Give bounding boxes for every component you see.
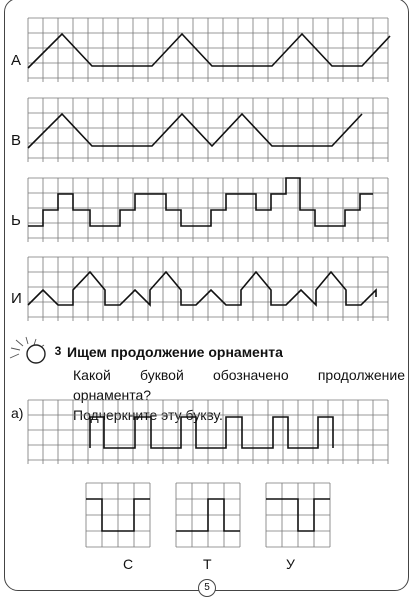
part-a-label: а): [11, 405, 24, 421]
task-title: Ищем продолжение орнамента: [67, 344, 283, 360]
ornament-grid-i: [28, 257, 404, 325]
ornament-grid-b: [28, 98, 404, 166]
ornament-line-soft-sign: [28, 178, 373, 226]
ornament-grid-soft-sign: [28, 178, 404, 246]
row-label-a: А: [11, 52, 22, 69]
task-instruction-line-1: Какой буквой обозначено продолжение орнамента?: [73, 367, 405, 403]
task-instruction-line-2: Подчеркните эту букву.: [73, 407, 223, 423]
row-label-v: В: [11, 132, 22, 149]
option-label-s[interactable]: С: [123, 556, 134, 572]
option-box-s[interactable]: [86, 483, 150, 547]
ornament-grid-part-a: [28, 400, 404, 468]
task-number-badge: [6, 336, 50, 366]
option-label-u[interactable]: У: [286, 556, 295, 572]
ornament-line-part-a: [90, 417, 333, 448]
page-number: 5: [198, 579, 216, 597]
option-box-t[interactable]: [176, 483, 240, 547]
option-box-u[interactable]: [266, 483, 330, 547]
option-label-t[interactable]: Т: [203, 556, 212, 572]
task-number: 3: [54, 344, 62, 358]
row-label-i: И: [11, 290, 22, 307]
row-label-soft-sign: Ь: [11, 212, 21, 229]
ornament-grid-a: [28, 18, 404, 86]
ornament-line-i: [28, 272, 376, 305]
